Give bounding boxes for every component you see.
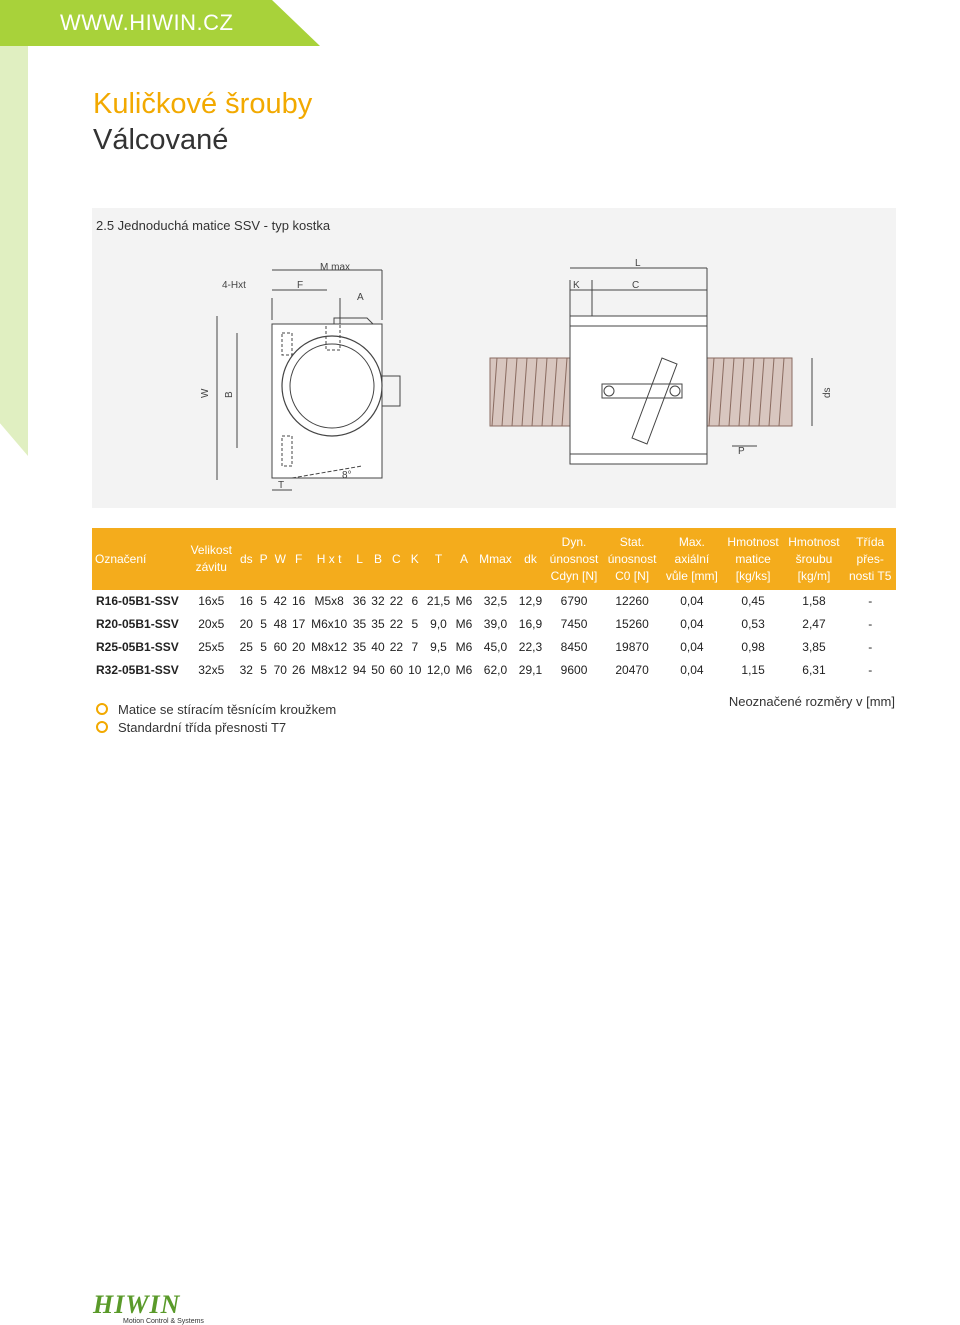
label-f: F bbox=[297, 280, 304, 291]
table-cell: 5 bbox=[256, 613, 271, 636]
table-cell: 94 bbox=[350, 659, 368, 682]
column-header bbox=[271, 528, 289, 590]
column-header-line: C0 [N] bbox=[615, 568, 650, 583]
column-header bbox=[369, 528, 387, 590]
column-header bbox=[256, 528, 271, 590]
table-cell: 16 bbox=[289, 590, 307, 613]
table-cell: 1,15 bbox=[723, 659, 784, 682]
table-row bbox=[92, 613, 896, 636]
designation-cell: R16-05B1-SSV bbox=[92, 590, 186, 613]
label-l: L bbox=[635, 258, 641, 269]
table-cell: 10 bbox=[406, 659, 424, 682]
table-cell: 36 bbox=[350, 590, 368, 613]
column-header bbox=[844, 528, 896, 590]
column-header-line: Velikost bbox=[190, 543, 232, 557]
table-cell: 16 bbox=[236, 590, 256, 613]
table-cell: 40 bbox=[369, 636, 387, 659]
table-cell: 21,5 bbox=[424, 590, 453, 613]
table-cell: - bbox=[844, 636, 896, 659]
header-url[interactable]: WWW.HIWIN.CZ bbox=[60, 10, 234, 35]
table-cell: 0,04 bbox=[661, 613, 723, 636]
table-cell: M6 bbox=[453, 636, 475, 659]
table-cell: 15260 bbox=[603, 613, 661, 636]
table-cell: 0,53 bbox=[723, 613, 784, 636]
table-cell: 62,0 bbox=[475, 659, 516, 682]
column-header-line: nosti T5 bbox=[848, 568, 892, 583]
table-cell: M6x10 bbox=[308, 613, 350, 636]
column-header bbox=[236, 528, 256, 590]
table-cell: 25 bbox=[236, 636, 256, 659]
table-cell: 9600 bbox=[545, 659, 603, 682]
table-row bbox=[92, 659, 896, 682]
table-cell: 50 bbox=[369, 659, 387, 682]
label-ds: ds bbox=[822, 387, 833, 398]
note-text: Standardní třída přesnosti T7 bbox=[118, 719, 287, 735]
table-cell: 1,58 bbox=[784, 590, 845, 613]
table-cell: 16,9 bbox=[516, 613, 545, 636]
table-cell: 22,3 bbox=[516, 636, 545, 659]
table-row bbox=[92, 590, 896, 613]
table-cell: M6 bbox=[453, 613, 475, 636]
column-header-line: únosnost bbox=[549, 551, 599, 566]
table-cell: 35 bbox=[369, 613, 387, 636]
table-cell: 22 bbox=[387, 590, 405, 613]
column-header bbox=[516, 528, 545, 590]
table-cell: 12,9 bbox=[516, 590, 545, 613]
table-cell: 6790 bbox=[545, 590, 603, 613]
column-header-line: Stat. bbox=[619, 534, 645, 549]
table-cell: 32x5 bbox=[186, 659, 236, 682]
column-header-line: F bbox=[295, 551, 303, 566]
designation-cell: R20-05B1-SSV bbox=[92, 613, 186, 636]
logo-name: HIWIN bbox=[93, 1290, 181, 1319]
column-header-line: závitu bbox=[195, 560, 227, 574]
column-header bbox=[289, 528, 307, 590]
table-cell: M8x12 bbox=[308, 636, 350, 659]
table-cell: - bbox=[844, 659, 896, 682]
table-cell: 8450 bbox=[545, 636, 603, 659]
designation-cell: R25-05B1-SSV bbox=[92, 636, 186, 659]
column-header bbox=[475, 528, 516, 590]
table-cell: 5 bbox=[256, 659, 271, 682]
table-cell: 32,5 bbox=[475, 590, 516, 613]
table-cell: 60 bbox=[271, 636, 289, 659]
column-header bbox=[784, 528, 845, 590]
column-header-line: L bbox=[356, 551, 363, 566]
label-hxt: 4-Hxt bbox=[222, 280, 246, 291]
column-header-line: C bbox=[392, 551, 401, 566]
column-header bbox=[603, 528, 661, 590]
designation-cell: R32-05B1-SSV bbox=[92, 659, 186, 682]
table-cell: 32 bbox=[236, 659, 256, 682]
table-cell: 2,47 bbox=[784, 613, 845, 636]
column-header-line: ds bbox=[239, 551, 253, 566]
column-header-line: Mmax bbox=[479, 551, 512, 566]
column-header-line: H x t bbox=[316, 551, 342, 566]
label-b: B bbox=[224, 391, 235, 398]
column-header-line: dk bbox=[524, 551, 537, 566]
units-note: Neoznačené rozměry v [mm] bbox=[728, 694, 895, 709]
column-header bbox=[350, 528, 368, 590]
column-header bbox=[545, 528, 603, 590]
label-w: W bbox=[200, 388, 211, 398]
column-header bbox=[387, 528, 405, 590]
table-cell: 12260 bbox=[603, 590, 661, 613]
table-cell: 9,5 bbox=[424, 636, 453, 659]
table-cell: 42 bbox=[271, 590, 289, 613]
column-header bbox=[308, 528, 350, 590]
column-header-line: [kg/m] bbox=[797, 568, 831, 583]
notes bbox=[96, 700, 336, 736]
table-cell: 20 bbox=[236, 613, 256, 636]
table-cell: M8x12 bbox=[308, 659, 350, 682]
table-cell: 6 bbox=[406, 590, 424, 613]
column-header bbox=[661, 528, 723, 590]
table-cell: 26 bbox=[289, 659, 307, 682]
column-header-line: Dyn. bbox=[561, 534, 587, 549]
table-cell: M5x8 bbox=[308, 590, 350, 613]
table-cell: 0,04 bbox=[661, 590, 723, 613]
label-p: P bbox=[738, 446, 745, 457]
technical-drawing bbox=[92, 208, 896, 508]
column-header-line: W bbox=[274, 551, 286, 566]
table-cell: 48 bbox=[271, 613, 289, 636]
column-header-line: přes- bbox=[856, 551, 884, 566]
table-body bbox=[92, 590, 896, 682]
column-header bbox=[453, 528, 475, 590]
nut-front-view bbox=[217, 270, 400, 490]
table-cell: 0,04 bbox=[661, 636, 723, 659]
column-header bbox=[424, 528, 453, 590]
table-cell: 35 bbox=[350, 613, 368, 636]
table-cell: 5 bbox=[406, 613, 424, 636]
table-cell: 7 bbox=[406, 636, 424, 659]
column-header-line: Hmotnost bbox=[727, 534, 779, 549]
table-cell: 0,45 bbox=[723, 590, 784, 613]
table-cell: - bbox=[844, 590, 896, 613]
table-cell: 5 bbox=[256, 590, 271, 613]
label-t: T bbox=[278, 480, 285, 491]
column-header-line: A bbox=[459, 551, 468, 566]
note-item bbox=[96, 700, 336, 718]
table-cell: 17 bbox=[289, 613, 307, 636]
section-title: 2.5 Jednoduchá matice SSV - typ kostka bbox=[96, 218, 331, 233]
table-cell: 12,0 bbox=[424, 659, 453, 682]
table-row bbox=[92, 636, 896, 659]
column-header-line: T bbox=[434, 551, 443, 566]
table-cell: M6 bbox=[453, 590, 475, 613]
column-header-line: vůle [mm] bbox=[665, 568, 718, 583]
column-header-line: šroubu bbox=[795, 551, 833, 566]
table-cell: 20 bbox=[289, 636, 307, 659]
table-header-row bbox=[92, 528, 896, 590]
table-cell: 3,85 bbox=[784, 636, 845, 659]
logo-sub: Motion Control & Systems bbox=[123, 1318, 204, 1325]
column-header bbox=[406, 528, 424, 590]
table-cell: 32 bbox=[369, 590, 387, 613]
table-cell: 9,0 bbox=[424, 613, 453, 636]
table-cell: 19870 bbox=[603, 636, 661, 659]
note-text: Matice se stíracím těsnícím kroužkem bbox=[118, 701, 337, 717]
page-subtitle: Válcované bbox=[93, 124, 229, 156]
table-cell: 45,0 bbox=[475, 636, 516, 659]
column-header-line: P bbox=[259, 551, 268, 566]
table-cell: 25x5 bbox=[186, 636, 236, 659]
column-header-line: Max. bbox=[678, 534, 705, 549]
column-header-line: matice bbox=[735, 551, 771, 566]
hiwin-logo bbox=[93, 1290, 204, 1325]
column-header bbox=[92, 528, 186, 590]
column-header-line: Cdyn [N] bbox=[550, 568, 598, 583]
table-cell: 29,1 bbox=[516, 659, 545, 682]
table-cell: 5 bbox=[256, 636, 271, 659]
note-item bbox=[96, 718, 336, 736]
table-cell: 39,0 bbox=[475, 613, 516, 636]
column-header-line: K bbox=[410, 551, 419, 566]
column-header-line: Označení bbox=[95, 551, 147, 566]
label-a: A bbox=[357, 292, 364, 303]
table-cell: 70 bbox=[271, 659, 289, 682]
table-cell: 22 bbox=[387, 636, 405, 659]
table-cell: 16x5 bbox=[186, 590, 236, 613]
left-accent bbox=[0, 46, 28, 456]
column-header-line: B bbox=[373, 551, 382, 566]
table-cell: 20470 bbox=[603, 659, 661, 682]
table-cell: 7450 bbox=[545, 613, 603, 636]
column-header-line: Hmotnost bbox=[788, 534, 840, 549]
column-header bbox=[723, 528, 784, 590]
label-c: C bbox=[632, 280, 640, 291]
column-header-line: axiální bbox=[674, 551, 710, 566]
column-header-line: [kg/ks] bbox=[735, 568, 771, 583]
label-mmax: M max bbox=[320, 262, 350, 273]
table-cell: 6,31 bbox=[784, 659, 845, 682]
spec-table bbox=[92, 528, 896, 682]
table-cell: 22 bbox=[387, 613, 405, 636]
table-cell: M6 bbox=[453, 659, 475, 682]
table-cell: 20x5 bbox=[186, 613, 236, 636]
table-cell: 0,04 bbox=[661, 659, 723, 682]
label-deg: 8° bbox=[342, 470, 352, 481]
page-title: Kuličkové šrouby bbox=[93, 88, 313, 120]
column-header-line: únosnost bbox=[607, 551, 657, 566]
table-cell: 35 bbox=[350, 636, 368, 659]
bullet-icon bbox=[96, 703, 108, 715]
column-header bbox=[186, 528, 236, 590]
label-k: K bbox=[573, 280, 580, 291]
table-cell: - bbox=[844, 613, 896, 636]
bullet-icon bbox=[96, 721, 108, 733]
column-header-line: Třída bbox=[856, 534, 885, 549]
table-cell: 60 bbox=[387, 659, 405, 682]
table-cell: 0,98 bbox=[723, 636, 784, 659]
